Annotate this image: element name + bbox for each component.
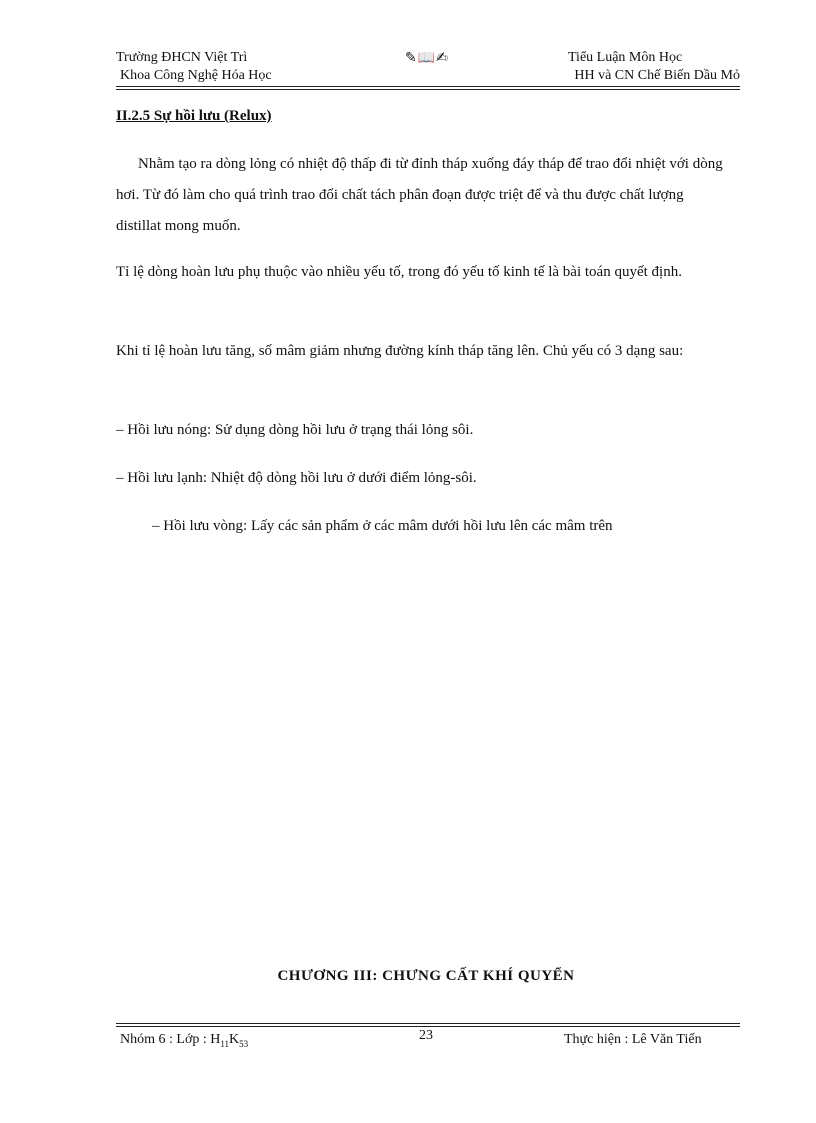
footer-class-k: K: [229, 1032, 240, 1047]
book-ornament-icon: ✎📖✍: [405, 50, 449, 66]
bullet-hot-reflux: – Hồi lưu nóng: Sử dụng dòng hồi lưu ở trạng thái lỏng sôi.: [116, 422, 474, 438]
footer-class-h-sub: 11: [220, 1038, 230, 1049]
chapter-title: CHƯƠNG III: CHƯNG CẤT KHÍ QUYỂN: [277, 968, 575, 984]
footer-rule: [116, 1023, 740, 1027]
footer-group-label: Nhóm 6 : Lớp :: [120, 1032, 211, 1047]
header-school: Trường ĐHCN Việt Trì: [116, 50, 248, 65]
header-rule: [116, 86, 740, 90]
footer-author: Thực hiện : Lê Văn Tiến: [564, 1032, 702, 1047]
footer-class-h: H: [210, 1032, 221, 1047]
bullet-circulating-reflux: – Hồi lưu vòng: Lấy các sản phẩm ở các mâm dưới hồi lưu lên các mâm trên: [152, 518, 613, 534]
bullet-cold-reflux: – Hồi lưu lạnh: Nhiệt độ dòng hồi lưu ở dưới điểm lỏng-sôi.: [116, 470, 477, 486]
section-title: II.2.5 Sự hồi lưu (Relux): [116, 108, 272, 124]
paragraph-2: Tỉ lệ dòng hoàn lưu phụ thuộc vào nhiều yếu tố, trong đó yếu tố kinh tế là bài toán quyết định.: [116, 264, 682, 280]
header-essay-title: Tiểu Luận Môn Học: [568, 50, 683, 65]
footer-group-class: [120, 1032, 248, 1049]
header-faculty: Khoa Công Nghệ Hóa Học: [120, 68, 272, 83]
footer-class-k-sub: 53: [239, 1038, 249, 1049]
paragraph-3: Khi tỉ lệ hoàn lưu tăng, số mâm giảm nhưng đường kính tháp tăng lên. Chủ yếu có 3 dạng sau:: [116, 343, 684, 359]
header-course-name: HH và CN Chế Biến Dầu Mỏ: [574, 68, 740, 83]
paragraph-1: Nhằm tạo ra dòng lỏng có nhiệt độ thấp đi từ đỉnh tháp xuống đáy tháp để trao đổi nhiệt với dòng hơi. Từ đó làm cho quá trình trao đổi chất tách phân đoạn được triệt để và thu được chất lượng distillat mong muốn.: [116, 156, 723, 234]
page-number: 23: [419, 1028, 433, 1043]
